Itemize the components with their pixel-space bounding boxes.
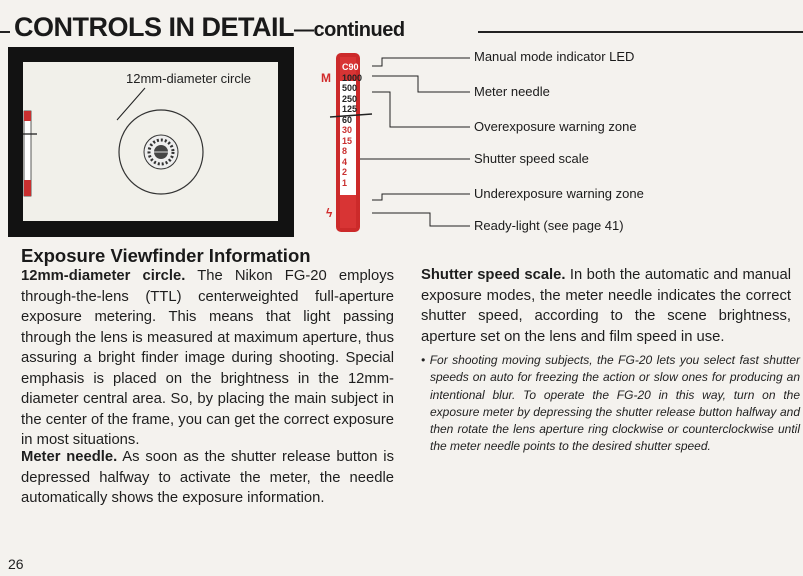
paragraph-shutter-scale xyxy=(421,265,791,347)
speed-label-c90: C90 xyxy=(342,62,359,72)
bullet-moving-subjects xyxy=(421,352,800,456)
paragraph-circle-body: The Nikon FG-20 employs through-the-lens (TTL) centerweighted full-aperture exposure metering. This means that light passing through the lens is measured at maximum aperture, thus assuring a bright finder image during shooting. Special emphasis is placed on the brightness in the 12mm-diameter central area. So, by placing the main subject in the center of the frame, you can get the correct exposure in most situations. xyxy=(21,268,394,448)
page-title-main: CONTROLS IN DETAIL xyxy=(14,12,294,42)
speed-label-4: 4 xyxy=(342,156,348,167)
speed-label-30: 30 xyxy=(342,125,353,135)
callout-manual-mode: Manual mode indicator LED xyxy=(474,49,635,64)
speed-label-1000: 1000 xyxy=(342,72,363,83)
speed-label-60: 60 xyxy=(342,114,353,125)
paragraph-shutter-body: In both the automatic and manual exposure modes, the meter needle indicates the correct shutter speed, according to the scene brightness, aperture set on the lens and film speed in use. xyxy=(421,267,791,345)
paragraph-meter-needle xyxy=(21,447,394,509)
page-title-continued: —continued xyxy=(293,19,405,41)
callout-overexposure: Overexposure warning zone xyxy=(474,119,637,134)
paragraph-circle xyxy=(21,266,394,451)
paragraph-meter-lead: Meter needle. xyxy=(21,449,118,465)
manual-mode-indicator: M xyxy=(321,71,331,85)
callout-shutter-scale: Shutter speed scale xyxy=(474,151,589,166)
page-number: 26 xyxy=(8,556,24,572)
bullet-body: For shooting moving subjects, the FG-20 lets you select fast shutter speeds on auto for freezing the action or slow ones for producing an intentional blur. To operate the FG-20 in this way, turn on the exposure meter by depressing the shutter release button halfway and then rotate the lens aperture ring clockwise or counterclockwise until the meter needle points to the desired shutter speed. xyxy=(429,353,800,454)
speed-label-500: 500 xyxy=(342,83,358,93)
bullet-mark: • xyxy=(421,353,426,367)
speed-label-125: 125 xyxy=(342,104,358,114)
speed-label-8: 8 xyxy=(342,146,348,156)
speed-label-250: 250 xyxy=(342,93,358,104)
circle-label: 12mm-diameter circle xyxy=(126,71,251,86)
callout-underexposure: Underexposure warning zone xyxy=(474,186,644,201)
paragraph-shutter-lead: Shutter speed scale. xyxy=(421,267,566,283)
section-heading: Exposure Viewfinder Information xyxy=(21,245,311,266)
paragraph-meter-body: As soon as the shutter release button is depressed halfway to activate the meter, the needle automatically shows the exposure information. xyxy=(21,449,394,506)
callout-meter-needle: Meter needle xyxy=(474,84,550,99)
ready-light-icon: ϟ xyxy=(326,206,333,220)
paragraph-circle-lead: 12mm-diameter circle. xyxy=(21,268,186,284)
speed-label-15: 15 xyxy=(342,135,353,146)
speed-label-2: 2 xyxy=(342,167,348,177)
callout-ready-light: Ready-light (see page 41) xyxy=(474,218,624,233)
speed-label-1: 1 xyxy=(342,177,348,188)
